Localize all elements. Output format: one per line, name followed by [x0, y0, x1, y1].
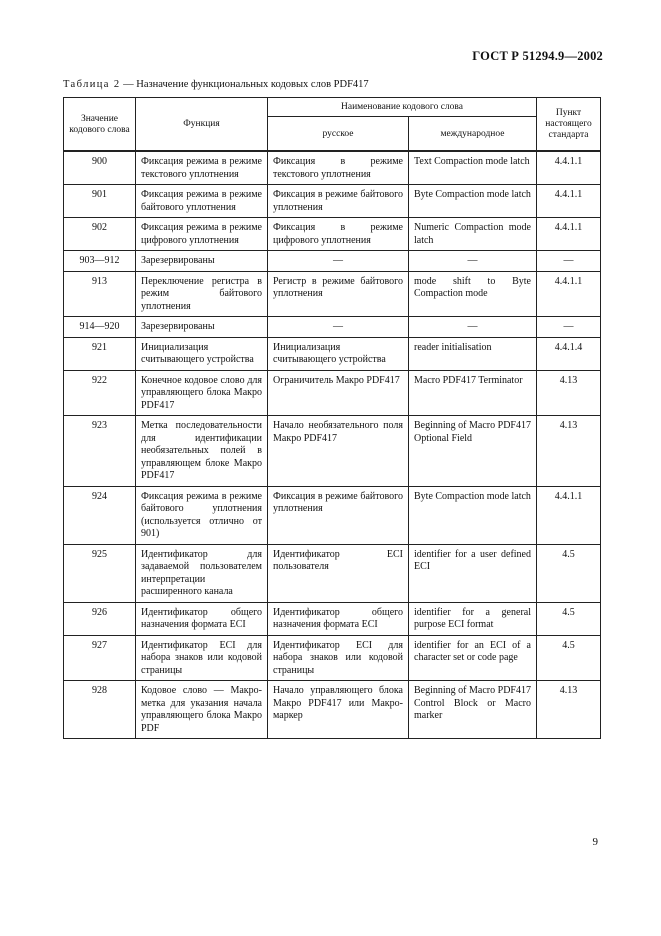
- cell-clause: 4.4.1.1: [537, 151, 601, 185]
- cell-clause: 4.4.1.1: [537, 271, 601, 317]
- cell-russian: Идентификатор общего назначения формата ECI: [268, 602, 409, 635]
- cell-function: Идентификатор ECI для набора знаков или кодовой страницы: [136, 635, 268, 681]
- table-caption-label: Таблица 2: [63, 79, 121, 90]
- table-row: [64, 635, 601, 681]
- table-caption-title: — Назначение функциональных кодовых слов PDF417: [120, 79, 369, 90]
- header-russian: русское: [268, 117, 409, 152]
- cell-clause: 4.13: [537, 370, 601, 416]
- cell-code: 927: [64, 635, 136, 681]
- cell-clause: 4.5: [537, 635, 601, 681]
- cell-function: Идентификатор для задаваемой пользователем интерпретации расширенного канала: [136, 544, 268, 602]
- cell-code: 925: [64, 544, 136, 602]
- header-name-group: Наименование кодового слова: [268, 98, 537, 117]
- cell-clause: 4.4.1.1: [537, 486, 601, 544]
- table-row: [64, 185, 601, 218]
- cell-international: Text Compaction mode latch: [409, 151, 537, 185]
- cell-international: Byte Compaction mode latch: [409, 185, 537, 218]
- cell-code: 928: [64, 681, 136, 739]
- cell-clause: 4.13: [537, 681, 601, 739]
- table-row: [64, 486, 601, 544]
- cell-function: Фиксация режима в режиме текстового уплотнения: [136, 151, 268, 185]
- cell-international: Byte Compaction mode latch: [409, 486, 537, 544]
- cell-code: 901: [64, 185, 136, 218]
- header-clause: Пункт настоящего стандарта: [537, 98, 601, 152]
- cell-code: 914—920: [64, 317, 136, 338]
- cell-clause: 4.4.1.1: [537, 218, 601, 251]
- cell-function: Фиксация режима в режиме байтового уплотнения: [136, 185, 268, 218]
- cell-clause: 4.4.1.4: [537, 337, 601, 370]
- cell-international: —: [409, 317, 537, 338]
- cell-international: Numeric Compaction mode latch: [409, 218, 537, 251]
- cell-function: Идентификатор общего назначения формата ECI: [136, 602, 268, 635]
- cell-code: 903—912: [64, 251, 136, 272]
- cell-international: Beginning of Macro PDF417 Control Block or Macro marker: [409, 681, 537, 739]
- cell-clause: —: [537, 251, 601, 272]
- cell-code: 924: [64, 486, 136, 544]
- cell-international: Macro PDF417 Terminator: [409, 370, 537, 416]
- cell-international: mode shift to Byte Compaction mode: [409, 271, 537, 317]
- cell-function: Переключение регистра в режим байтового уплотнения: [136, 271, 268, 317]
- cell-code: 922: [64, 370, 136, 416]
- cell-code: 923: [64, 416, 136, 487]
- table-row: [64, 681, 601, 739]
- cell-russian: Начало управляющего блока Макро PDF417 или Макро-маркер: [268, 681, 409, 739]
- cell-international: identifier for a user defined ECI: [409, 544, 537, 602]
- table-caption: [63, 79, 369, 90]
- cell-code: 902: [64, 218, 136, 251]
- cell-function: Метка последовательности для идентификации необязательных полей в управляющем блоке Макро PDF417: [136, 416, 268, 487]
- cell-function: Зарезервированы: [136, 317, 268, 338]
- cell-russian: —: [268, 251, 409, 272]
- cell-code: 913: [64, 271, 136, 317]
- header-function: Функция: [136, 98, 268, 152]
- table-row: [64, 251, 601, 272]
- table-row: [64, 337, 601, 370]
- cell-russian: —: [268, 317, 409, 338]
- cell-russian: Идентификатор ECI пользователя: [268, 544, 409, 602]
- table-row: [64, 271, 601, 317]
- cell-clause: —: [537, 317, 601, 338]
- page-number: 9: [592, 836, 598, 848]
- cell-international: identifier for a general purpose ECI format: [409, 602, 537, 635]
- cell-russian: Фиксация в режиме текстового уплотнения: [268, 151, 409, 185]
- table-row: [64, 416, 601, 487]
- cell-russian: Инициализация считывающего устройства: [268, 337, 409, 370]
- cell-clause: 4.13: [537, 416, 601, 487]
- cell-international: —: [409, 251, 537, 272]
- standard-designation: ГОСТ Р 51294.9—2002: [472, 49, 603, 63]
- cell-international: identifier for an ECI of a character set or code page: [409, 635, 537, 681]
- cell-russian: Ограничитель Макро PDF417: [268, 370, 409, 416]
- cell-clause: 4.4.1.1: [537, 185, 601, 218]
- table-row: [64, 544, 601, 602]
- cell-code: 926: [64, 602, 136, 635]
- cell-international: Beginning of Macro PDF417 Optional Field: [409, 416, 537, 487]
- cell-international: reader initialisation: [409, 337, 537, 370]
- cell-clause: 4.5: [537, 602, 601, 635]
- cell-clause: 4.5: [537, 544, 601, 602]
- cell-function: Фиксация режима в режиме байтового уплотнения (используется отлично от 901): [136, 486, 268, 544]
- table-row: [64, 218, 601, 251]
- cell-function: Конечное кодовое слово для управляющего блока Макро PDF417: [136, 370, 268, 416]
- header-code: Значение кодового слова: [64, 98, 136, 152]
- cell-russian: Фиксация в режиме байтового уплотнения: [268, 185, 409, 218]
- cell-code: 900: [64, 151, 136, 185]
- cell-function: Зарезервированы: [136, 251, 268, 272]
- cell-code: 921: [64, 337, 136, 370]
- table-row: [64, 370, 601, 416]
- cell-function: Инициализация считывающего устройства: [136, 337, 268, 370]
- cell-russian: Идентификатор ECI для набора знаков или кодовой страницы: [268, 635, 409, 681]
- cell-russian: Начало необязательного поля Макро PDF417: [268, 416, 409, 487]
- table-row: [64, 317, 601, 338]
- codeword-table: [63, 97, 601, 739]
- cell-russian: Фиксация в режиме байтового уплотнения: [268, 486, 409, 544]
- cell-function: Фиксация режима в режиме цифрового уплотнения: [136, 218, 268, 251]
- cell-function: Кодовое слово — Макро-метка для указания начала управляющего блока Макро PDF: [136, 681, 268, 739]
- cell-russian: Фиксация в режиме цифрового уплотнения: [268, 218, 409, 251]
- header-international: международное: [409, 117, 537, 152]
- table-row: [64, 602, 601, 635]
- cell-russian: Регистр в режиме байтового уплотнения: [268, 271, 409, 317]
- table-row: [64, 151, 601, 185]
